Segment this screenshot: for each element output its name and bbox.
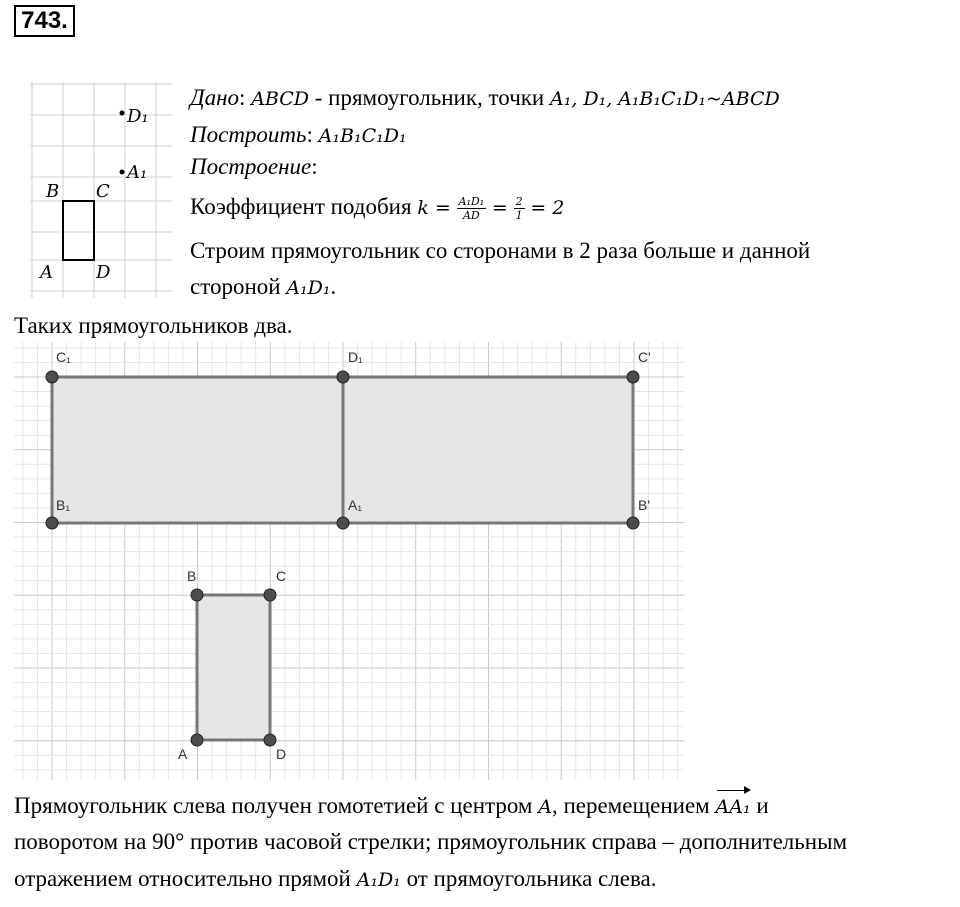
right-rectangle bbox=[343, 377, 633, 523]
build-line-2: стороной A₁D₁. bbox=[190, 274, 337, 299]
label-a: A bbox=[40, 262, 53, 283]
label-c-prime: C' bbox=[638, 349, 651, 365]
point-d bbox=[264, 734, 276, 746]
build-line-1: Строим прямоугольник со сторонами в 2 раза больше и данной bbox=[190, 238, 811, 263]
point-c1 bbox=[46, 371, 58, 383]
label-d: D bbox=[96, 262, 111, 283]
given-similarity: A₁B₁C₁D₁~ABCD bbox=[618, 88, 780, 110]
label-b: B bbox=[46, 181, 60, 202]
problem-number: 743. bbox=[14, 5, 75, 37]
conclusion-line-2: поворотом на 90° против часовой стрелки; прямоугольник справа – дополнительным bbox=[14, 829, 848, 854]
point-c-prime bbox=[627, 371, 639, 383]
label-d1: D₁ bbox=[127, 106, 149, 127]
fraction-2-1: $\frac{2}{1}$ bbox=[515, 195, 523, 223]
given-label: Дано bbox=[190, 85, 240, 110]
two-rectangles-note: Таких прямоугольников два. bbox=[14, 313, 293, 338]
point-c bbox=[264, 589, 276, 601]
point-b1 bbox=[46, 517, 58, 529]
point-d1 bbox=[120, 111, 125, 116]
vector-aa1: AA₁ bbox=[716, 792, 751, 822]
point-a bbox=[191, 734, 203, 746]
label-c1: C₁ bbox=[56, 349, 71, 365]
construction-line: Построение: bbox=[190, 154, 318, 179]
point-b bbox=[191, 589, 203, 601]
label-a1: A₁ bbox=[127, 162, 148, 183]
label-b-prime: B' bbox=[638, 497, 651, 513]
point-d1 bbox=[337, 371, 349, 383]
given-line: Дано: ABCD - прямоугольник, точки A₁, D₁, A₁B₁C₁D₁~ABCD bbox=[190, 85, 780, 110]
label-b1: B₁ bbox=[56, 497, 71, 513]
small-rectangle bbox=[63, 201, 94, 260]
original-rectangle bbox=[197, 595, 270, 740]
conclusion-line-3: отражением относительно прямой A₁D₁ от прямоугольника слева. bbox=[14, 866, 657, 891]
small-grid-figure bbox=[30, 82, 172, 298]
label-d: D bbox=[276, 746, 287, 762]
coefficient-line: Коэффициент подобия k = $\frac{\text{A₁D₁}}{AD}$ = $\frac{2}{1}$ = 2 bbox=[190, 194, 565, 223]
left-rectangle bbox=[52, 377, 343, 523]
label-c: C bbox=[96, 181, 110, 202]
label-a1: A₁ bbox=[348, 497, 363, 513]
given-abcd: ABCD bbox=[251, 88, 309, 110]
label-a: A bbox=[178, 746, 188, 762]
main-grid-figure bbox=[14, 342, 684, 780]
conclusion-line-1: Прямоугольник слева получен гомотетией с центром A, перемещением AA₁ и bbox=[14, 791, 769, 822]
construct-line: Построить: A₁B₁C₁D₁ bbox=[190, 122, 407, 147]
fraction-a1d1-ad: $\frac{\text{A₁D₁}}{AD}$ bbox=[458, 195, 485, 223]
point-b-prime bbox=[627, 517, 639, 529]
point-a1 bbox=[120, 170, 125, 175]
label-d1: D₁ bbox=[348, 349, 363, 365]
point-a1 bbox=[337, 517, 349, 529]
label-c: C bbox=[276, 568, 287, 584]
label-b: B bbox=[187, 568, 197, 584]
